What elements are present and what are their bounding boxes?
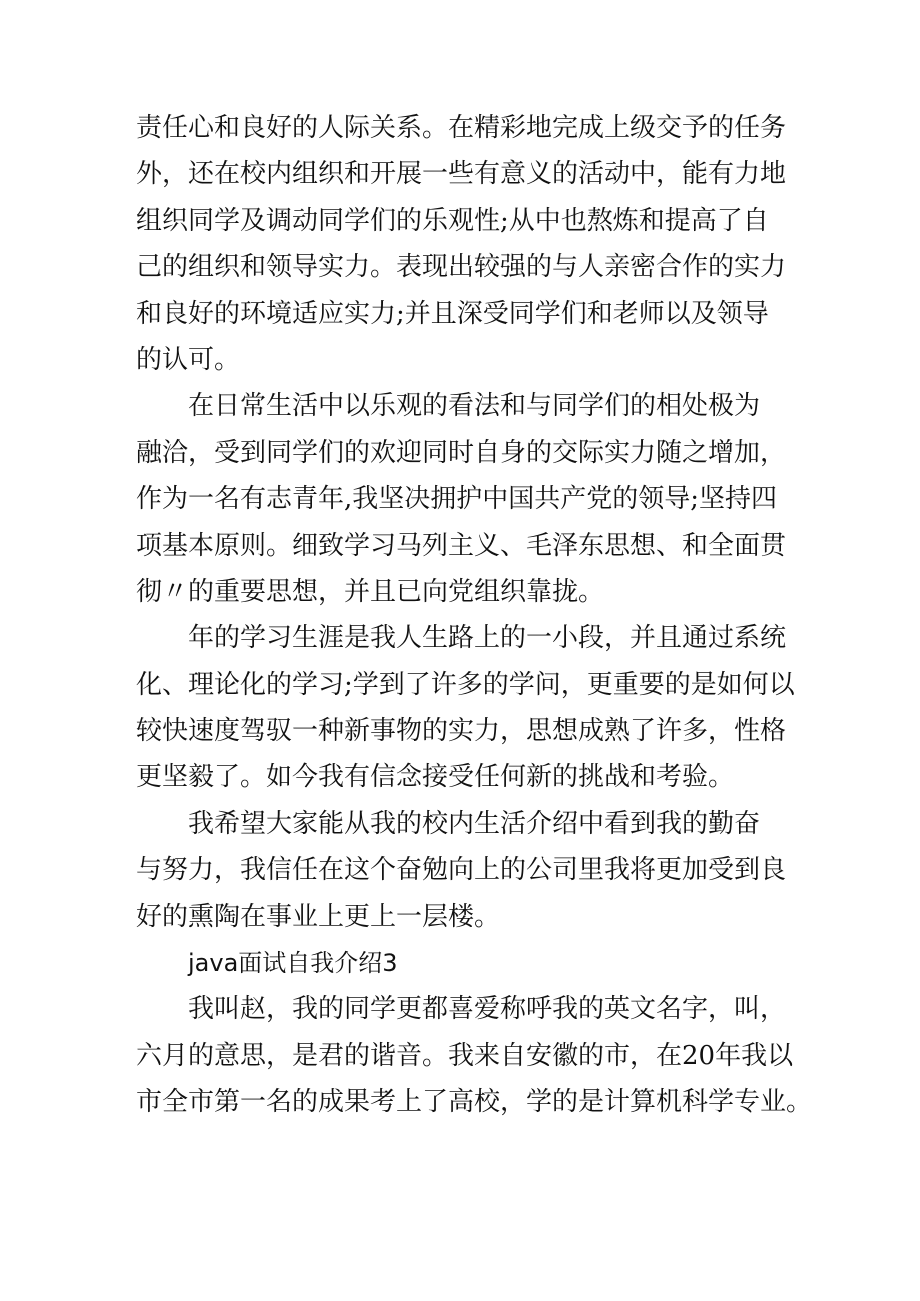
text-line: 组织同学及调动同学们的乐观性;从中也熬炼和提高了自 [136,205,769,236]
text-line: 六月的意思，是君的谐音。我来自安徽的市，在20年我以 [136,1040,794,1071]
text-line: 与努力，我信任在这个奋勉向上的公司里我将更加受到良 [136,855,787,886]
text-line: 己的组织和领导实力。表现出较强的与人亲密合作的实力 [136,252,787,283]
paragraph-start-line: 我希望大家能从我的校内生活介绍中看到我的勤奋 [188,808,761,839]
section-heading: java面试自我介绍3 [188,949,398,978]
text-line: 更坚毅了。如今我有信念接受任何新的挑战和考验。 [136,762,735,793]
text-line: 责任心和良好的人际关系。在精彩地完成上级交予的任务 [136,113,787,143]
text-line: 较快速度驾驭一种新事物的实力，思想成熟了许多，性格 [136,716,787,747]
text-line: 的认可。 [136,344,241,375]
text-line: 和良好的环境适应实力;并且深受同学们和老师以及领导 [136,298,769,329]
text-line: 项基本原则。细致学习马列主义、毛泽东思想、和全面贯 [136,530,787,561]
paragraph-start-line: 在日常生活中以乐观的看法和与同学们的相处极为 [188,391,761,422]
text-line: 市全市第一名的成果考上了高校，学的是计算机科学专业。 [136,1087,813,1118]
document-body [136,105,826,1126]
text-line: 融洽，受到同学们的欢迎同时自身的交际实力随之增加， [136,437,787,468]
text-line: 作为一名有志青年,我坚决拥护中国共产党的领导;坚持四 [136,484,778,515]
text-line: 化、理论化的学习;学到了许多的学问，更重要的是如何以 [136,669,795,700]
text-line: 好的熏陶在事业上更上一层楼。 [136,901,501,932]
paragraph-start-line: 年的学习生涯是我人生路上的一小段，并且通过系统 [188,623,787,654]
paragraph-start-line: 我叫赵，我的同学更都喜爱称呼我的英文名字，叫， [188,994,787,1025]
text-line: 外，还在校内组织和开展一些有意义的活动中，能有力地 [136,159,787,190]
text-line: 彻〃的重要思想，并且已向党组织靠拢。 [136,576,605,607]
